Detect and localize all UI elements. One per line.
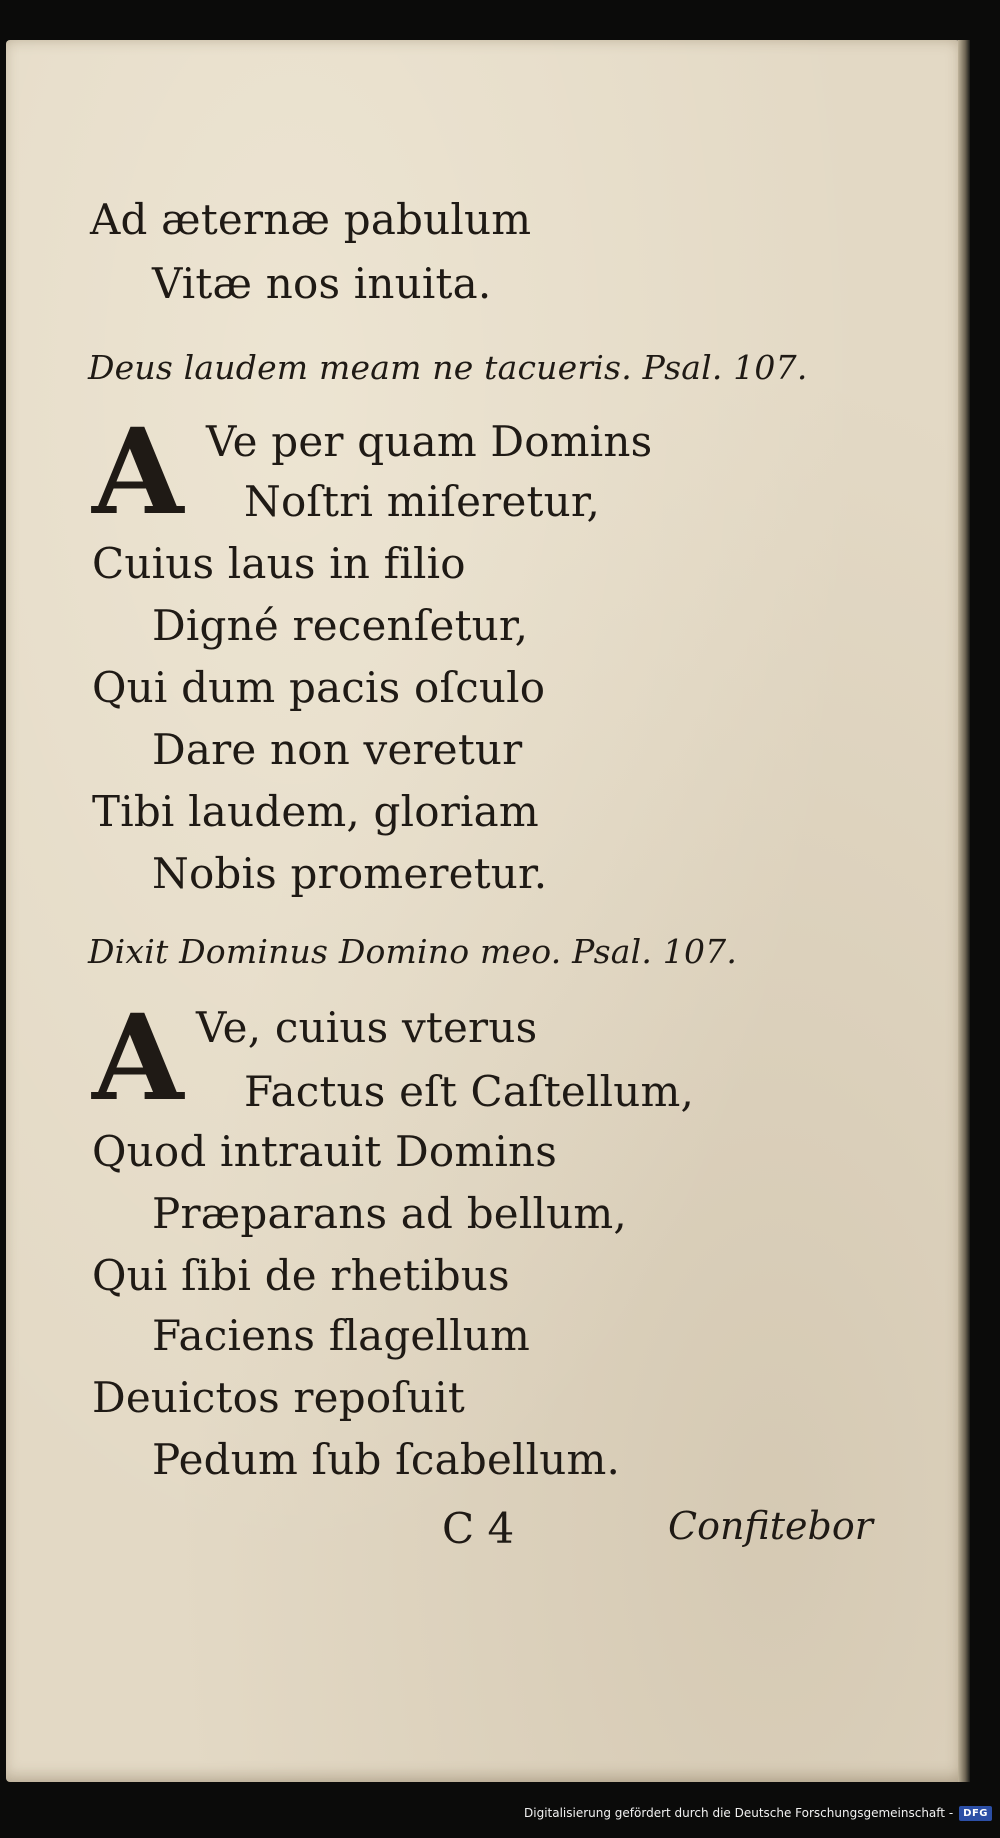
drop-cap: A [92, 988, 184, 1127]
drop-cap: A [92, 402, 184, 541]
verse-line: Pedum ſub ſcabellum. [152, 1435, 621, 1484]
page-edge [958, 40, 970, 1782]
verse-line: Quod intrauit Domins [92, 1127, 558, 1176]
catchword: Confitebor [668, 1504, 873, 1548]
verse-line: Digné recenſetur, [152, 601, 529, 650]
digitization-credit [524, 1802, 1000, 1824]
verse-line: Faciens flagellum [152, 1311, 530, 1360]
verse-line: Nobis promeretur. [152, 849, 548, 898]
verse-line: Ad æternæ pabulum [90, 195, 532, 244]
dfg-logo: DFG [959, 1806, 992, 1821]
verse-line: Dare non veretur [152, 725, 523, 774]
verse-line: Ve per quam Domins [206, 417, 653, 466]
verse-line: Vitæ nos inuita. [152, 259, 492, 308]
verse-line: Præparans ad bellum, [152, 1189, 627, 1238]
verse-line: Qui ſibi de rhetibus [92, 1251, 510, 1300]
verse-line: Noſtri miſeretur, [244, 477, 601, 526]
verse-line: Qui dum pacis oſculo [92, 663, 546, 712]
credit-text: Digitalisierung gefördert durch die Deutsche Forschungsgemeinschaft - [524, 1806, 954, 1820]
verse-line: Factus eſt Caſtellum, [244, 1067, 695, 1116]
verse-line: Ve, cuius vterus [196, 1003, 538, 1052]
verse-line: Cuius laus in filio [92, 539, 466, 588]
psalm-heading: Deus laudem meam ne tacueris. Psal. 107. [88, 348, 808, 387]
psalm-heading: Dixit Dominus Domino meo. Psal. 107. [88, 932, 738, 971]
verse-line: Deuictos repoſuit [92, 1373, 466, 1422]
signature-mark: C 4 [442, 1504, 515, 1553]
verse-line: Tibi laudem, gloriam [92, 787, 539, 836]
